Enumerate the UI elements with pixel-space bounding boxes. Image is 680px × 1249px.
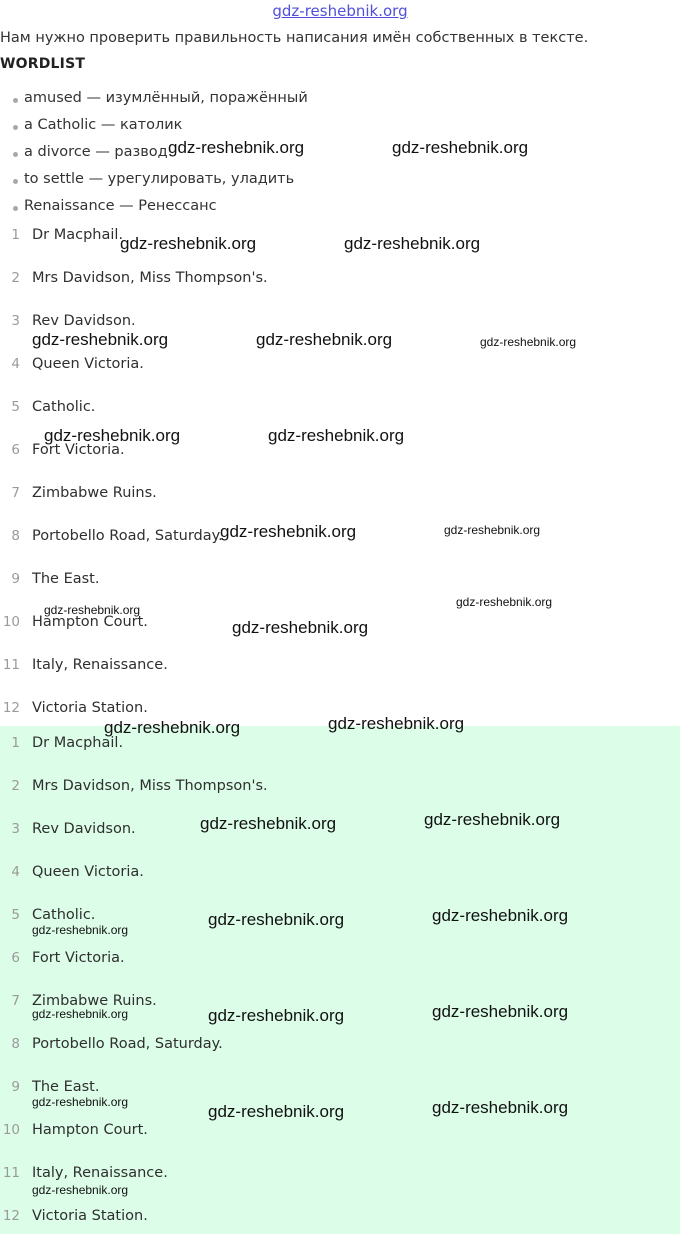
watermark: gdz-reshebnik.org bbox=[456, 595, 553, 609]
watermark: gdz-reshebnik.org bbox=[432, 906, 569, 925]
answer-number: 12 bbox=[2, 700, 20, 716]
answer-number: 7 bbox=[11, 993, 20, 1009]
watermark: gdz-reshebnik.org bbox=[32, 1095, 129, 1109]
bullet-icon bbox=[13, 152, 18, 157]
answer-row bbox=[0, 655, 680, 698]
answer-text: The East. bbox=[32, 1079, 100, 1095]
bullet-icon bbox=[13, 125, 18, 130]
answer-number: 8 bbox=[11, 1036, 20, 1052]
answer-text: Victoria Station. bbox=[32, 1208, 148, 1224]
watermark: gdz-reshebnik.org bbox=[104, 718, 241, 737]
watermark: gdz-reshebnik.org bbox=[32, 1183, 129, 1197]
answer-text: Mrs Davidson, Miss Thompson's. bbox=[32, 270, 268, 286]
answer-number: 9 bbox=[11, 571, 20, 587]
watermark: gdz-reshebnik.org bbox=[32, 1007, 129, 1021]
watermark: gdz-reshebnik.org bbox=[168, 138, 305, 157]
site-link[interactable]: gdz-reshebnik.org bbox=[272, 2, 408, 20]
answer-text: The East. bbox=[32, 571, 100, 587]
wordlist-item-text: a divorce — развод bbox=[24, 144, 168, 160]
answer-number: 11 bbox=[2, 657, 20, 673]
answer-number: 4 bbox=[11, 356, 20, 372]
wordlist-item bbox=[0, 171, 308, 198]
answer-text: Fort Victoria. bbox=[32, 950, 125, 966]
answer-row bbox=[0, 440, 680, 483]
answer-text: Dr Macphail. bbox=[32, 735, 124, 751]
watermark: gdz-reshebnik.org bbox=[208, 910, 345, 929]
answer-text: Victoria Station. bbox=[32, 700, 148, 716]
answer-number: 10 bbox=[2, 1122, 20, 1138]
watermark: gdz-reshebnik.org bbox=[32, 330, 169, 349]
answer-number: 3 bbox=[11, 821, 20, 837]
answer-row bbox=[0, 225, 680, 268]
answers-highlighted-block bbox=[0, 726, 680, 1234]
answer-number: 5 bbox=[11, 399, 20, 415]
answer-text: Rev Davidson. bbox=[32, 821, 136, 837]
watermark: gdz-reshebnik.org bbox=[444, 523, 541, 537]
answer-text: Italy, Renaissance. bbox=[32, 1165, 168, 1181]
watermark: gdz-reshebnik.org bbox=[480, 335, 577, 349]
answer-text: Catholic. bbox=[32, 907, 96, 923]
watermark: gdz-reshebnik.org bbox=[208, 1006, 345, 1025]
wordlist-title: WORDLIST bbox=[0, 56, 86, 72]
watermark: gdz-reshebnik.org bbox=[44, 426, 181, 445]
answer-text: Fort Victoria. bbox=[32, 442, 125, 458]
watermark: gdz-reshebnik.org bbox=[424, 810, 561, 829]
answer-text: Catholic. bbox=[32, 399, 96, 415]
watermark: gdz-reshebnik.org bbox=[120, 234, 257, 253]
wordlist-item bbox=[0, 198, 308, 225]
answer-number: 9 bbox=[11, 1079, 20, 1095]
answer-number: 2 bbox=[11, 778, 20, 794]
watermark: gdz-reshebnik.org bbox=[200, 814, 337, 833]
answer-number: 7 bbox=[11, 485, 20, 501]
wordlist-item-text: Renaissance — Ренессанс bbox=[24, 198, 217, 214]
watermark: gdz-reshebnik.org bbox=[432, 1002, 569, 1021]
answers-list bbox=[0, 225, 680, 741]
answer-number: 6 bbox=[11, 950, 20, 966]
answer-text: Rev Davidson. bbox=[32, 313, 136, 329]
bullet-icon bbox=[13, 206, 18, 211]
answer-text: Italy, Renaissance. bbox=[32, 657, 168, 673]
watermark: gdz-reshebnik.org bbox=[328, 714, 465, 733]
watermark: gdz-reshebnik.org bbox=[232, 618, 369, 637]
answer-number: 3 bbox=[11, 313, 20, 329]
answer-number: 8 bbox=[11, 528, 20, 544]
watermark: gdz-reshebnik.org bbox=[392, 138, 529, 157]
answer-number: 6 bbox=[11, 442, 20, 458]
answer-text: Queen Victoria. bbox=[32, 864, 144, 880]
answer-number: 1 bbox=[11, 735, 20, 751]
answer-number: 10 bbox=[2, 614, 20, 630]
answer-number: 5 bbox=[11, 907, 20, 923]
answer-text: Portobello Road, Saturday. bbox=[32, 1036, 223, 1052]
watermark: gdz-reshebnik.org bbox=[208, 1102, 345, 1121]
answer-text: Zimbabwe Ruins. bbox=[32, 993, 157, 1009]
answer-text: Dr Macphail. bbox=[32, 227, 124, 243]
wordlist-item-text: to settle — урегулировать, уладить bbox=[24, 171, 295, 187]
answer-text: Mrs Davidson, Miss Thompson's. bbox=[32, 778, 268, 794]
watermark: gdz-reshebnik.org bbox=[44, 603, 141, 617]
answer-text: Hampton Court. bbox=[32, 1122, 148, 1138]
answer-number: 4 bbox=[11, 864, 20, 880]
watermark: gdz-reshebnik.org bbox=[32, 923, 129, 937]
answer-number: 12 bbox=[2, 1208, 20, 1224]
watermark: gdz-reshebnik.org bbox=[432, 1098, 569, 1117]
bullet-icon bbox=[13, 179, 18, 184]
wordlist-item bbox=[0, 90, 308, 117]
answer-row bbox=[0, 483, 680, 526]
wordlist-item-text: a Catholic — католик bbox=[24, 117, 183, 133]
watermark: gdz-reshebnik.org bbox=[344, 234, 481, 253]
watermark: gdz-reshebnik.org bbox=[256, 330, 393, 349]
answer-text: Zimbabwe Ruins. bbox=[32, 485, 157, 501]
answer-text: Hampton Court. bbox=[32, 614, 148, 630]
watermark: gdz-reshebnik.org bbox=[268, 426, 405, 445]
wordlist-item-text: amused — изумлённый, поражённый bbox=[24, 90, 308, 106]
intro-text: Нам нужно проверить правильность написания имён собственных в тексте. bbox=[0, 30, 589, 46]
answer-text: Queen Victoria. bbox=[32, 356, 144, 372]
bullet-icon bbox=[13, 98, 18, 103]
answer-number: 2 bbox=[11, 270, 20, 286]
answer-row bbox=[0, 354, 680, 397]
answer-number: 11 bbox=[2, 1165, 20, 1181]
watermark: gdz-reshebnik.org bbox=[220, 522, 357, 541]
answer-row bbox=[0, 268, 680, 311]
answer-text: Portobello Road, Saturday. bbox=[32, 528, 223, 544]
answer-number: 1 bbox=[11, 227, 20, 243]
